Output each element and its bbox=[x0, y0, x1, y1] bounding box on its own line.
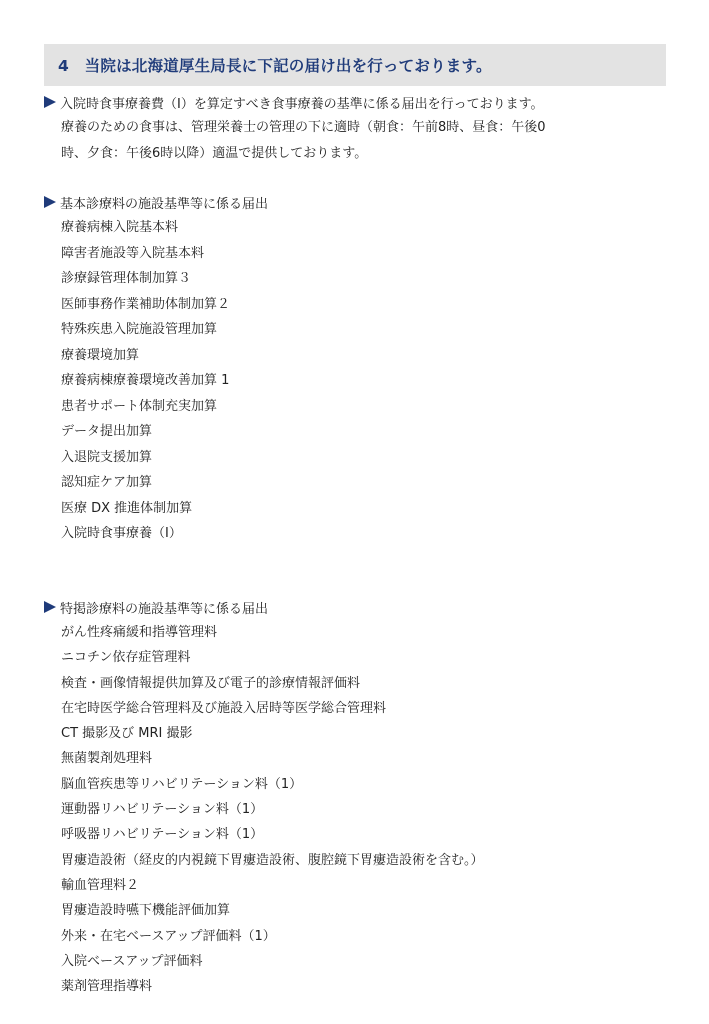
list-item: 入院ベースアップ評価料 bbox=[61, 953, 203, 969]
meal-heading-row bbox=[44, 89, 674, 115]
special-fee-list bbox=[44, 620, 674, 999]
list-item: 特殊疾患入院施設管理加算 bbox=[61, 322, 218, 337]
list-item: 認知症ケア加算 bbox=[61, 475, 153, 490]
list-item: 医師事務作業補助体制加算２ bbox=[61, 296, 231, 312]
special-fee-heading: 特掲診療料の施設基準等に係る届出 bbox=[60, 601, 269, 617]
basic-fee-list bbox=[44, 215, 674, 547]
meal-line: 時、夕食：午後6時以降）適温で提供しております。 bbox=[61, 146, 368, 161]
list-item: 無菌製剤処理料 bbox=[61, 751, 153, 767]
list-item: 療養環境加算 bbox=[61, 347, 140, 363]
list-item: 患者サポート体制充実加算 bbox=[61, 398, 218, 414]
list-item: 検査・画像情報提供加算及び電子的診療情報評価料 bbox=[61, 675, 361, 691]
list-item: 療養病棟入院基本料 bbox=[61, 220, 179, 235]
list-item: 医療 DX 推進体制加算 bbox=[61, 500, 193, 516]
list-item: 療養病棟療養環境改善加算 1 bbox=[61, 373, 230, 388]
list-item: がん性疼痛緩和指導管理料 bbox=[61, 625, 218, 640]
list-item: 胃瘻造設時嚥下機能評価加算 bbox=[61, 903, 231, 919]
basic-fee-heading-row bbox=[44, 189, 674, 215]
list-item: 脳血管疾患等リハビリテーション料（1） bbox=[61, 776, 303, 792]
list-item: 入退院支援加算 bbox=[61, 449, 153, 465]
list-item: 障害者施設等入院基本料 bbox=[61, 245, 205, 261]
meal-heading: 入院時食事療養費（Ⅰ）を算定すべき食事療養の基準に係る届出を行っております。 bbox=[60, 96, 544, 112]
basic-fee-section bbox=[44, 189, 674, 547]
meal-section bbox=[44, 89, 674, 167]
meal-paragraph bbox=[44, 115, 674, 167]
list-item: 呼吸器リハビリテーション料（1） bbox=[61, 827, 264, 843]
list-item: CT 撮影及び MRI 撮影 bbox=[61, 726, 193, 742]
list-item: 薬剤管理指導料 bbox=[61, 979, 153, 995]
basic-fee-heading: 基本診療料の施設基準等に係る届出 bbox=[60, 196, 269, 212]
list-item: 胃瘻造設術（経皮的内視鏡下胃瘻造設術、腹腔鏡下胃瘻造設術を含む。） bbox=[61, 852, 484, 868]
triangle-bullet-icon bbox=[44, 601, 56, 613]
list-item: 運動器リハビリテーション料（1） bbox=[61, 802, 264, 818]
special-fee-section bbox=[44, 594, 674, 999]
triangle-bullet-icon bbox=[44, 196, 56, 208]
list-item: 輸血管理料２ bbox=[61, 877, 140, 893]
list-item: 診療録管理体制加算３ bbox=[61, 271, 192, 286]
list-item: 在宅時医学総合管理料及び施設入居時等医学総合管理料 bbox=[61, 700, 387, 716]
special-fee-heading-row bbox=[44, 594, 674, 620]
list-item: ニコチン依存症管理料 bbox=[61, 650, 191, 666]
meal-line: 療養のための食事は、管理栄養士の管理の下に適時（朝食：午前8時、昼食：午後0 bbox=[61, 120, 546, 135]
list-item: データ提出加算 bbox=[61, 424, 153, 439]
section-title: 4 当院は北海道厚生局長に下記の届け出を行っております。 bbox=[58, 57, 492, 75]
list-item: 入院時食事療養（Ⅰ） bbox=[61, 526, 182, 541]
section-title-bar bbox=[44, 44, 666, 86]
list-item: 外来・在宅ベースアップ評価料（1） bbox=[61, 928, 276, 944]
triangle-bullet-icon bbox=[44, 96, 56, 108]
